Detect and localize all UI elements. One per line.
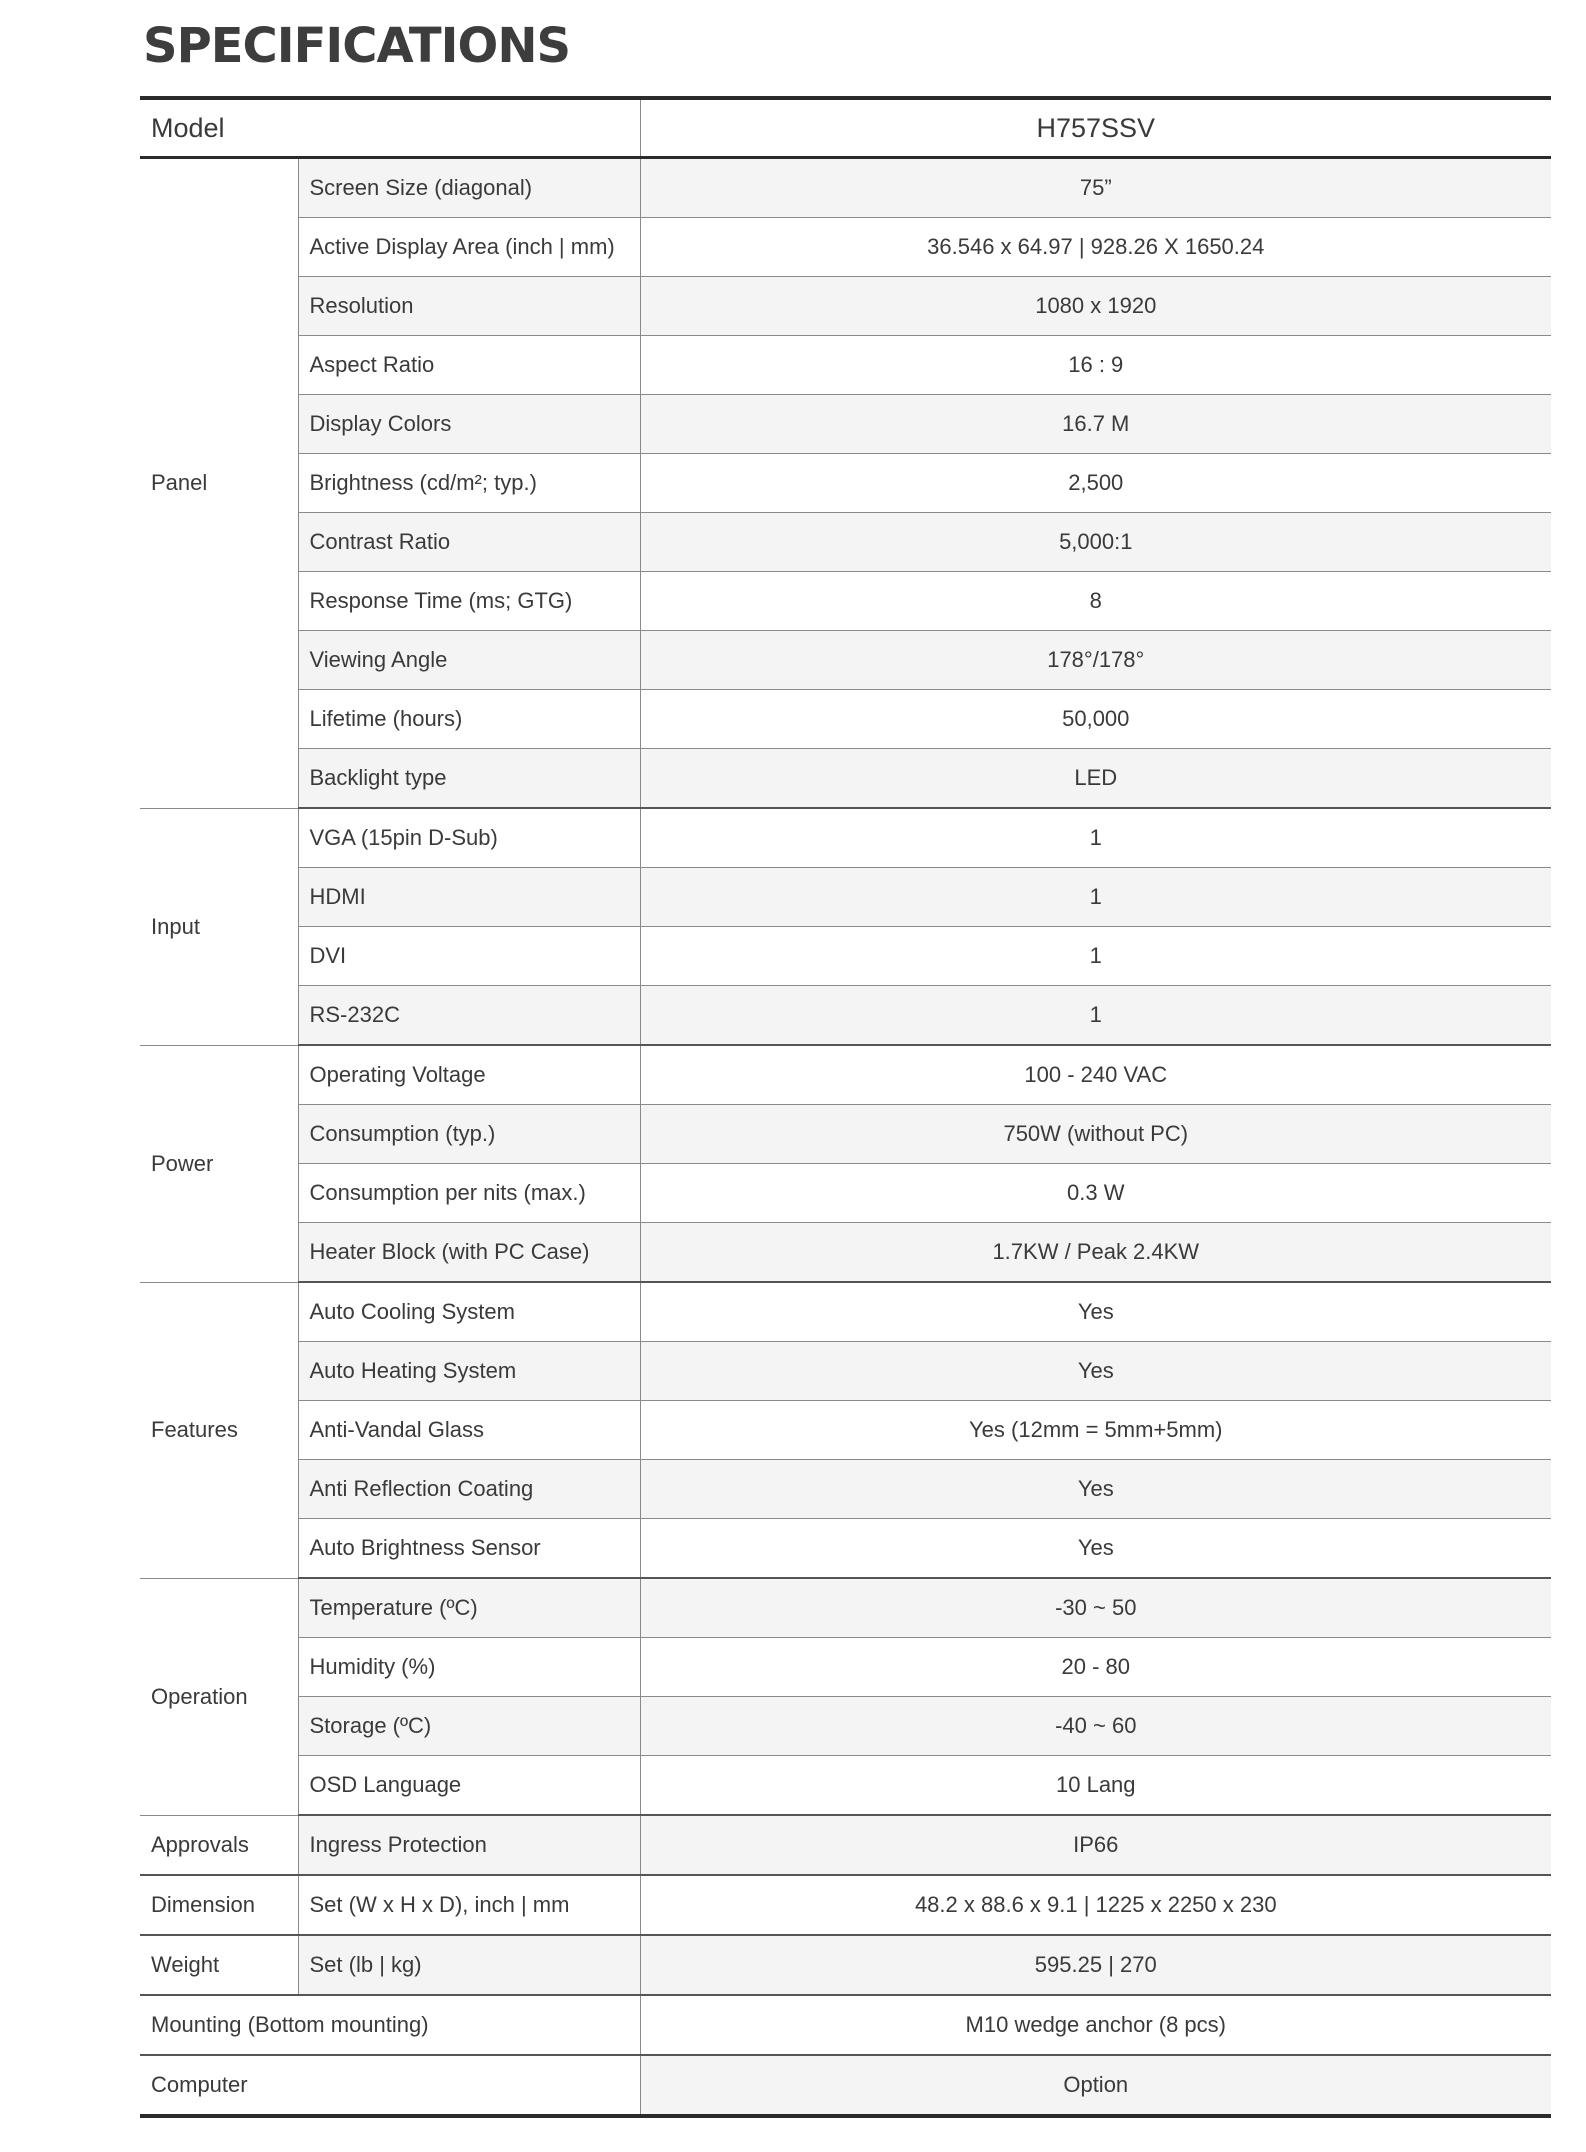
- spec-row: [140, 1815, 1551, 1875]
- spec-item-value: 10 Lang: [640, 1756, 1551, 1816]
- spec-row: [140, 1460, 1551, 1519]
- spec-row: [140, 749, 1551, 809]
- spec-row: [140, 336, 1551, 395]
- spec-item-value: LED: [640, 749, 1551, 809]
- spec-item-label: OSD Language: [298, 1756, 640, 1816]
- spec-item-value: Yes: [640, 1519, 1551, 1579]
- model-label: Model: [140, 98, 640, 158]
- spec-item-label: Operating Voltage: [298, 1045, 640, 1105]
- spec-item-label: Auto Heating System: [298, 1342, 640, 1401]
- spec-table-body: [140, 98, 1551, 2116]
- spec-item-value: 20 - 80: [640, 1638, 1551, 1697]
- spec-item-value: 2,500: [640, 454, 1551, 513]
- spec-item-label: Backlight type: [298, 749, 640, 809]
- spec-item-value: Yes: [640, 1342, 1551, 1401]
- spec-item-value: 8: [640, 572, 1551, 631]
- spec-item-label: Screen Size (diagonal): [298, 158, 640, 218]
- spec-item-label: HDMI: [298, 868, 640, 927]
- spec-item-value: 178°/178°: [640, 631, 1551, 690]
- spec-row: [140, 1638, 1551, 1697]
- spec-row: [140, 868, 1551, 927]
- spec-item-value: Yes: [640, 1460, 1551, 1519]
- spec-row: [140, 1164, 1551, 1223]
- spec-row: [140, 1401, 1551, 1460]
- spec-item-value: 1: [640, 986, 1551, 1046]
- spec-item-value: 1080 x 1920: [640, 277, 1551, 336]
- spec-item-value: 16.7 M: [640, 395, 1551, 454]
- spec-item-value: 50,000: [640, 690, 1551, 749]
- spec-item-label: Consumption per nits (max.): [298, 1164, 640, 1223]
- spec-row: [140, 395, 1551, 454]
- group-label: Approvals: [140, 1815, 298, 1875]
- spec-item-value: 750W (without PC): [640, 1105, 1551, 1164]
- group-label: Features: [140, 1282, 298, 1578]
- group-label: Power: [140, 1045, 298, 1282]
- spec-item-label: Aspect Ratio: [298, 336, 640, 395]
- spec-row-wide: [140, 2055, 1551, 2116]
- spec-item-label: Temperature (ºC): [298, 1578, 640, 1638]
- spec-row: [140, 927, 1551, 986]
- spec-row: [140, 1342, 1551, 1401]
- spec-row: [140, 1935, 1551, 1995]
- spec-row: [140, 513, 1551, 572]
- spec-item-label: Set (lb | kg): [298, 1935, 640, 1995]
- spec-row: [140, 1875, 1551, 1935]
- spec-item-value: IP66: [640, 1815, 1551, 1875]
- spec-item-label: Lifetime (hours): [298, 690, 640, 749]
- spec-item-label: DVI: [298, 927, 640, 986]
- spec-row: [140, 218, 1551, 277]
- spec-row: [140, 1756, 1551, 1816]
- spec-item-label: RS-232C: [298, 986, 640, 1046]
- spec-item-label: Brightness (cd/m²; typ.): [298, 454, 640, 513]
- spec-item-value: 100 - 240 VAC: [640, 1045, 1551, 1105]
- spec-row: [140, 1578, 1551, 1638]
- group-label: Dimension: [140, 1875, 298, 1935]
- spec-item-label: Set (W x H x D), inch | mm: [298, 1875, 640, 1935]
- spec-item-label: Auto Brightness Sensor: [298, 1519, 640, 1579]
- wide-row-label: Mounting (Bottom mounting): [140, 1995, 640, 2055]
- spec-item-label: Ingress Protection: [298, 1815, 640, 1875]
- spec-item-value: 48.2 x 88.6 x 9.1 | 1225 x 2250 x 230: [640, 1875, 1551, 1935]
- spec-row: [140, 158, 1551, 218]
- spec-item-label: Response Time (ms; GTG): [298, 572, 640, 631]
- spec-row: [140, 572, 1551, 631]
- group-label: Weight: [140, 1935, 298, 1995]
- page-title: SPECIFICATIONS: [143, 18, 571, 74]
- model-header-row: [140, 98, 1551, 158]
- group-label: Panel: [140, 158, 298, 809]
- spec-row: [140, 454, 1551, 513]
- wide-row-value: M10 wedge anchor (8 pcs): [640, 1995, 1551, 2055]
- spec-item-label: Contrast Ratio: [298, 513, 640, 572]
- spec-item-label: Humidity (%): [298, 1638, 640, 1697]
- spec-row: [140, 1045, 1551, 1105]
- spec-item-value: 75”: [640, 158, 1551, 218]
- spec-item-value: -30 ~ 50: [640, 1578, 1551, 1638]
- spec-row: [140, 690, 1551, 749]
- spec-row: [140, 986, 1551, 1046]
- spec-row: [140, 1519, 1551, 1579]
- spec-item-value: 36.546 x 64.97 | 928.26 X 1650.24: [640, 218, 1551, 277]
- spec-item-value: 1: [640, 927, 1551, 986]
- spec-row: [140, 808, 1551, 868]
- spec-item-label: Active Display Area (inch | mm): [298, 218, 640, 277]
- spec-item-value: 595.25 | 270: [640, 1935, 1551, 1995]
- spec-item-value: Yes (12mm = 5mm+5mm): [640, 1401, 1551, 1460]
- spec-item-value: Yes: [640, 1282, 1551, 1342]
- spec-item-label: Auto Cooling System: [298, 1282, 640, 1342]
- wide-row-label: Computer: [140, 2055, 640, 2116]
- group-label: Operation: [140, 1578, 298, 1815]
- spec-item-label: Consumption (typ.): [298, 1105, 640, 1164]
- spec-item-value: -40 ~ 60: [640, 1697, 1551, 1756]
- spec-row: [140, 1223, 1551, 1283]
- spec-table: [140, 96, 1551, 2118]
- model-value: H757SSV: [640, 98, 1551, 158]
- wide-row-value: Option: [640, 2055, 1551, 2116]
- spec-item-value: 5,000:1: [640, 513, 1551, 572]
- spec-item-value: 1: [640, 868, 1551, 927]
- spec-item-label: Anti Reflection Coating: [298, 1460, 640, 1519]
- spec-item-label: Anti-Vandal Glass: [298, 1401, 640, 1460]
- spec-item-label: Storage (ºC): [298, 1697, 640, 1756]
- spec-row: [140, 277, 1551, 336]
- spec-item-label: VGA (15pin D-Sub): [298, 808, 640, 868]
- spec-item-label: Viewing Angle: [298, 631, 640, 690]
- spec-item-value: 1: [640, 808, 1551, 868]
- spec-row: [140, 1105, 1551, 1164]
- spec-row-wide: [140, 1995, 1551, 2055]
- spec-row: [140, 631, 1551, 690]
- spec-row: [140, 1697, 1551, 1756]
- spec-item-value: 0.3 W: [640, 1164, 1551, 1223]
- spec-item-label: Heater Block (with PC Case): [298, 1223, 640, 1283]
- spec-item-label: Display Colors: [298, 395, 640, 454]
- spec-item-value: 1.7KW / Peak 2.4KW: [640, 1223, 1551, 1283]
- spec-item-value: 16 : 9: [640, 336, 1551, 395]
- spec-row: [140, 1282, 1551, 1342]
- spec-item-label: Resolution: [298, 277, 640, 336]
- group-label: Input: [140, 808, 298, 1045]
